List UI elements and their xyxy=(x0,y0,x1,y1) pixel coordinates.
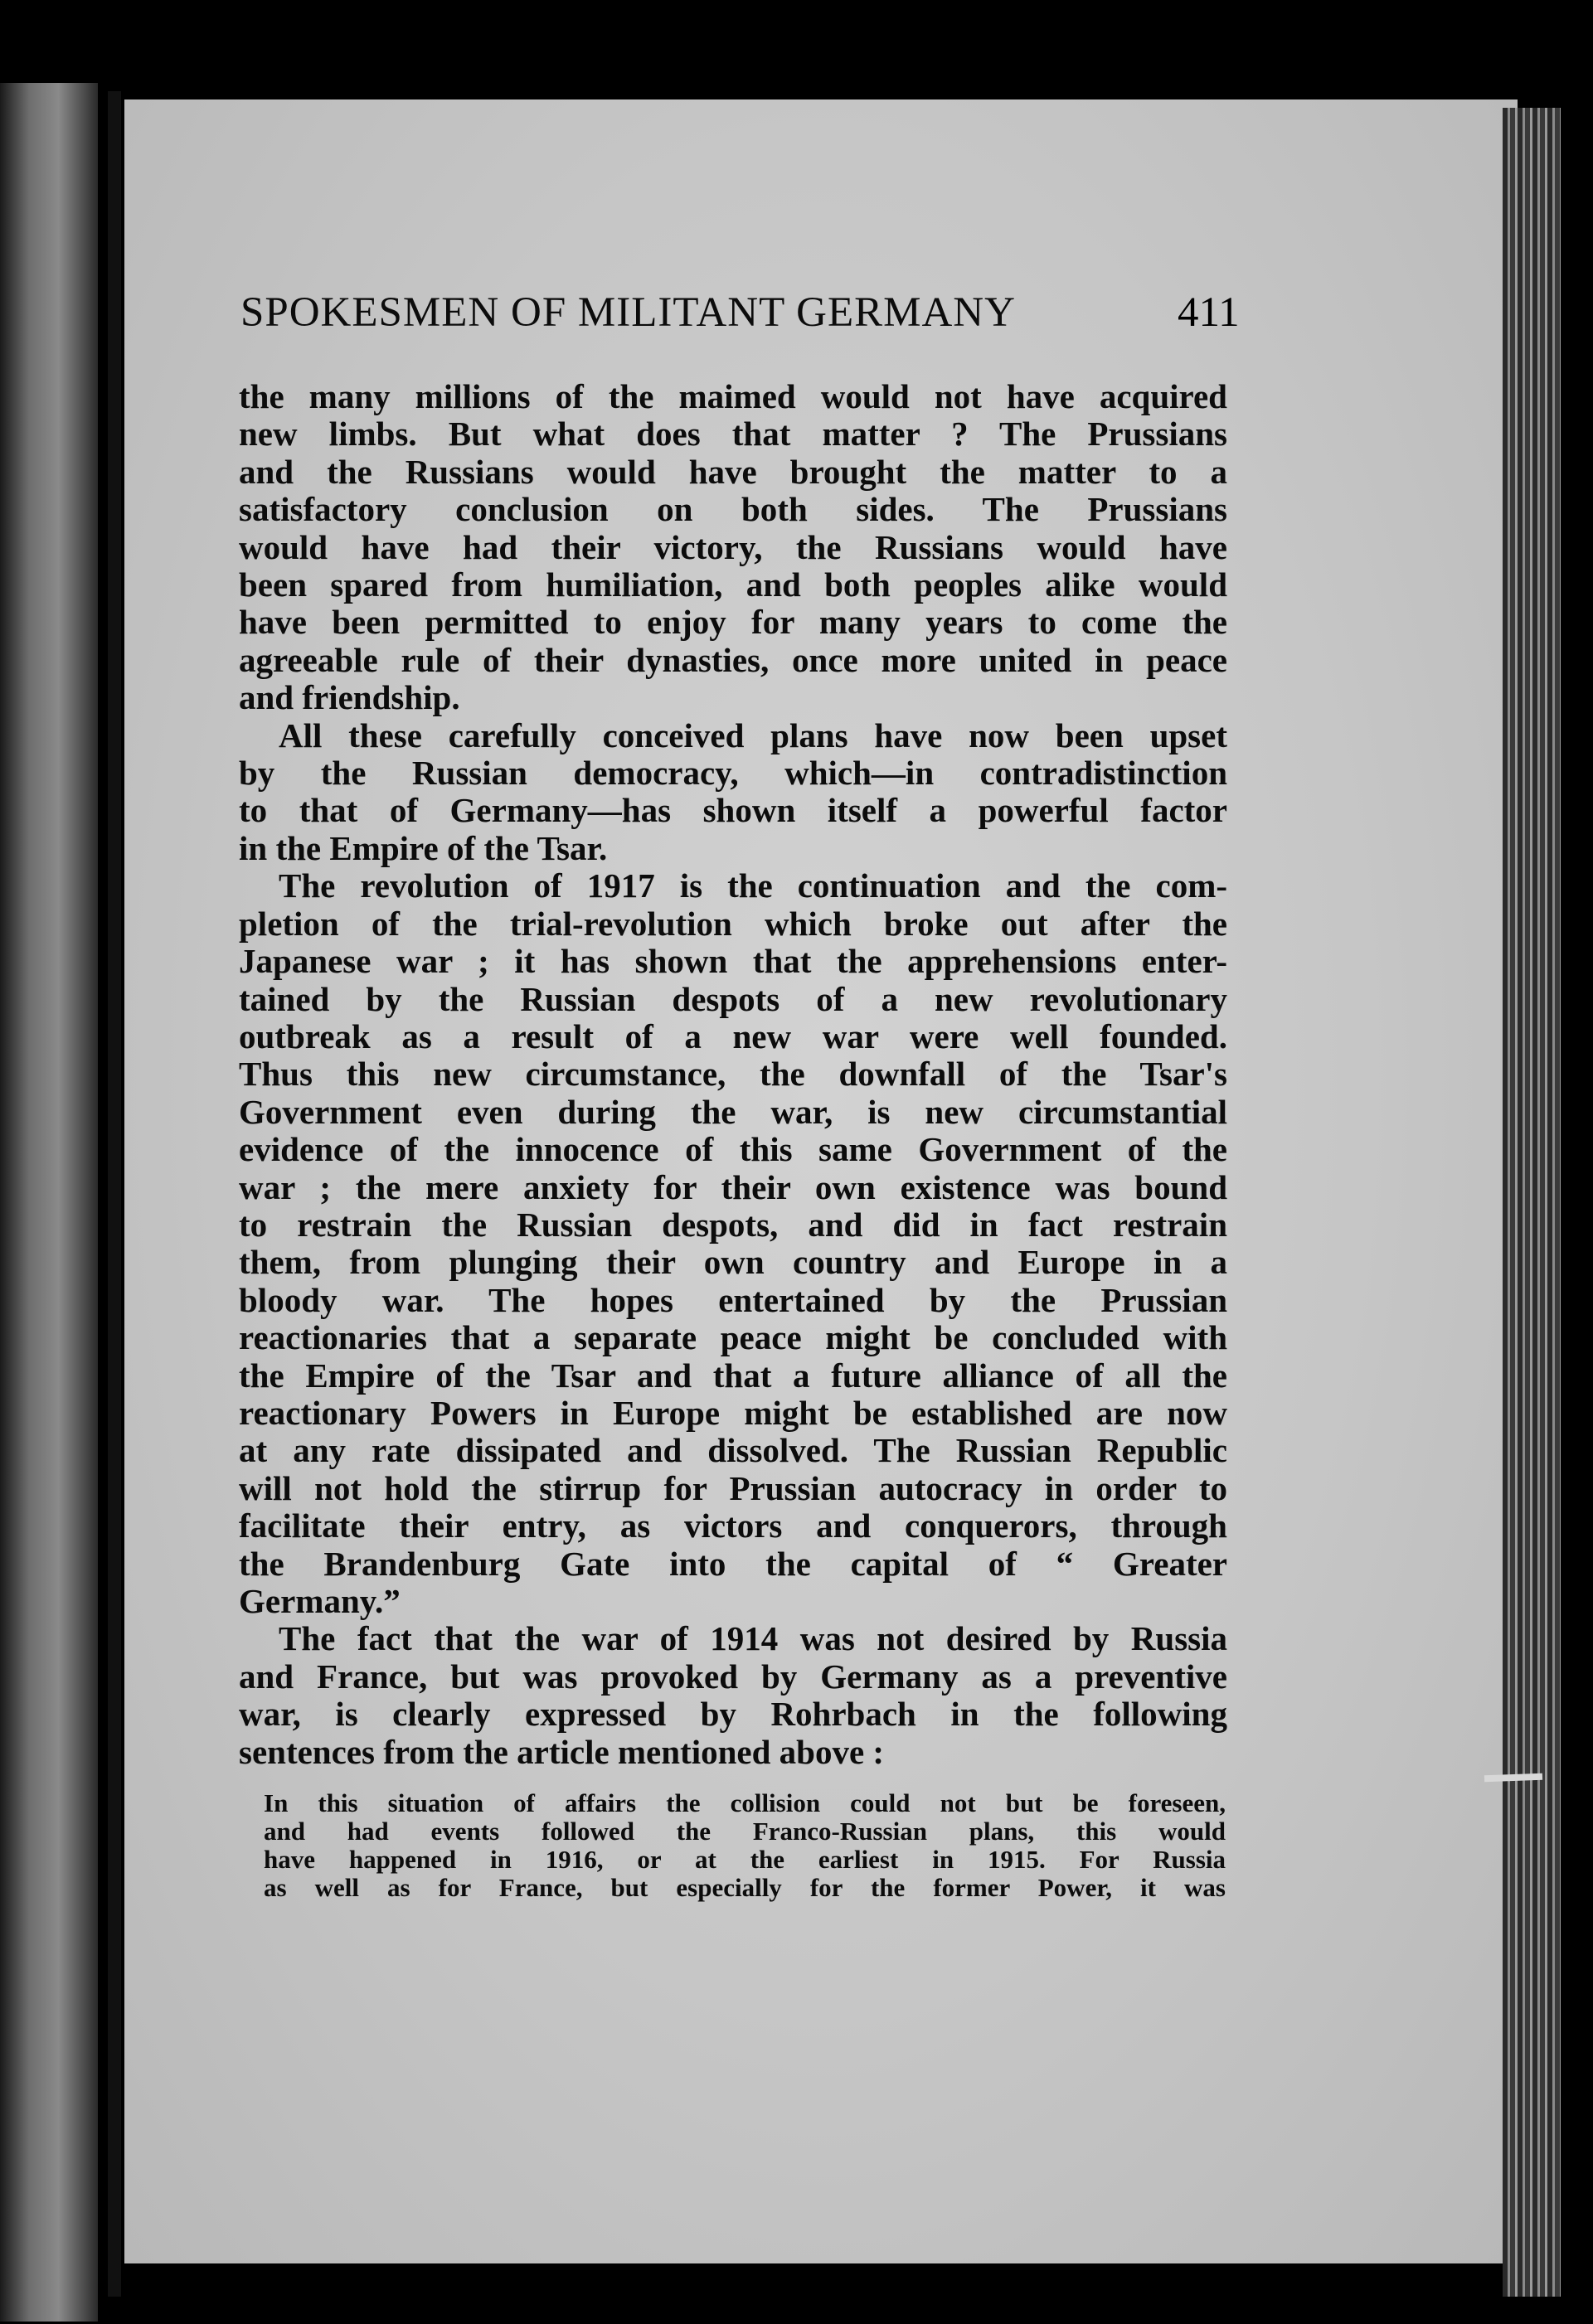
text-line: reactionary Powers in Europe might be established are now xyxy=(239,1393,1227,1432)
text-line: to that of Germany—has shown itself a powerful factor xyxy=(239,791,1227,830)
text-line: them, from plunging their own country and Europe in a xyxy=(239,1243,1227,1282)
text-line: and the Russians would have brought the matter to a xyxy=(239,452,1227,491)
text-line: Germany.” xyxy=(239,1582,401,1620)
text-line: outbreak as a result of a new war were well founded. xyxy=(239,1016,1227,1055)
text-line: and friendship. xyxy=(239,678,460,717)
text-line: pletion of the trial-revolution which broke out after the xyxy=(239,904,1227,943)
page-number: 411 xyxy=(1178,289,1240,336)
paragraph xyxy=(239,867,1227,1620)
text-line: war ; the mere anxiety for their own existence was bound xyxy=(239,1167,1227,1206)
quote-line: In this situation of affairs the collision could not but be foreseen, xyxy=(264,1788,1226,1817)
block-quote xyxy=(264,1789,1226,1902)
text-line: The revolution of 1917 is the continuation and the com- xyxy=(279,866,1227,905)
text-line: the many millions of the maimed would not have acquired xyxy=(239,377,1227,415)
paragraph xyxy=(239,1620,1227,1771)
text-line: will not hold the stirrup for Prussian autocracy in order to xyxy=(239,1468,1227,1507)
text-line: the Empire of the Tsar and that a future alliance of all the xyxy=(239,1356,1227,1395)
text-line: new limbs. But what does that matter ? The Prussians xyxy=(239,415,1227,454)
text-line: in the Empire of the Tsar. xyxy=(239,828,608,867)
quote-line: and had events followed the Franco-Russian plans, this would xyxy=(264,1817,1226,1846)
left-page-edge xyxy=(0,83,98,2322)
paragraph xyxy=(239,717,1227,868)
binding-shadow xyxy=(108,91,121,2297)
page-stack-edge xyxy=(1503,108,1561,2297)
text-line: the Brandenburg Gate into the capital of “ Greater xyxy=(239,1544,1227,1583)
text-line: by the Russian democracy, which—in contradistinction xyxy=(239,754,1227,793)
text-line: Thus this new circumstance, the downfall of the Tsar's xyxy=(239,1055,1227,1094)
text-line: tained by the Russian despots of a new revolutionary xyxy=(239,979,1227,1018)
text-line: been spared from humiliation, and both peoples alike would xyxy=(239,565,1227,604)
paragraph xyxy=(239,378,1227,717)
text-line: All these carefully conceived plans have now been upset xyxy=(279,716,1227,754)
text-line: The fact that the war of 1914 was not desired by Russia xyxy=(279,1619,1227,1658)
text-line: agreeable rule of their dynasties, once more united in peace xyxy=(239,640,1227,679)
text-line: Japanese war ; it has shown that the apprehensions enter- xyxy=(239,942,1227,981)
text-line: bloody war. The hopes entertained by the Prussian xyxy=(239,1280,1227,1319)
text-line: have been permitted to enjoy for many years to come the xyxy=(239,603,1227,642)
body-text xyxy=(239,378,1227,1771)
text-line: facilitate their entry, as victors and conquerors, through xyxy=(239,1506,1227,1545)
text-line: reactionaries that a separate peace might be concluded with xyxy=(239,1318,1227,1357)
quote-line: as well as for France, but especially for the former Power, it was xyxy=(264,1873,1226,1902)
text-line: Government even during the war, is new circumstantial xyxy=(239,1092,1227,1131)
text-line: and France, but was provoked by Germany as a preventive xyxy=(239,1657,1227,1696)
text-line: evidence of the innocence of this same Government of the xyxy=(239,1130,1227,1169)
text-line: satisfactory conclusion on both sides. The Prussians xyxy=(239,490,1227,529)
text-line: sentences from the article mentioned above : xyxy=(239,1732,885,1771)
running-head: SPOKESMEN OF MILITANT GERMANY xyxy=(240,289,1016,336)
text-line: would have had their victory, the Russians would have xyxy=(239,527,1227,566)
text-line: at any rate dissipated and dissolved. The Russian Republic xyxy=(239,1431,1227,1470)
text-line: war, is clearly expressed by Rohrbach in the following xyxy=(239,1695,1227,1734)
text-line: to restrain the Russian despots, and did in fact restrain xyxy=(239,1205,1227,1244)
quote-line: have happened in 1916, or at the earliest in 1915. For Russia xyxy=(264,1845,1226,1874)
